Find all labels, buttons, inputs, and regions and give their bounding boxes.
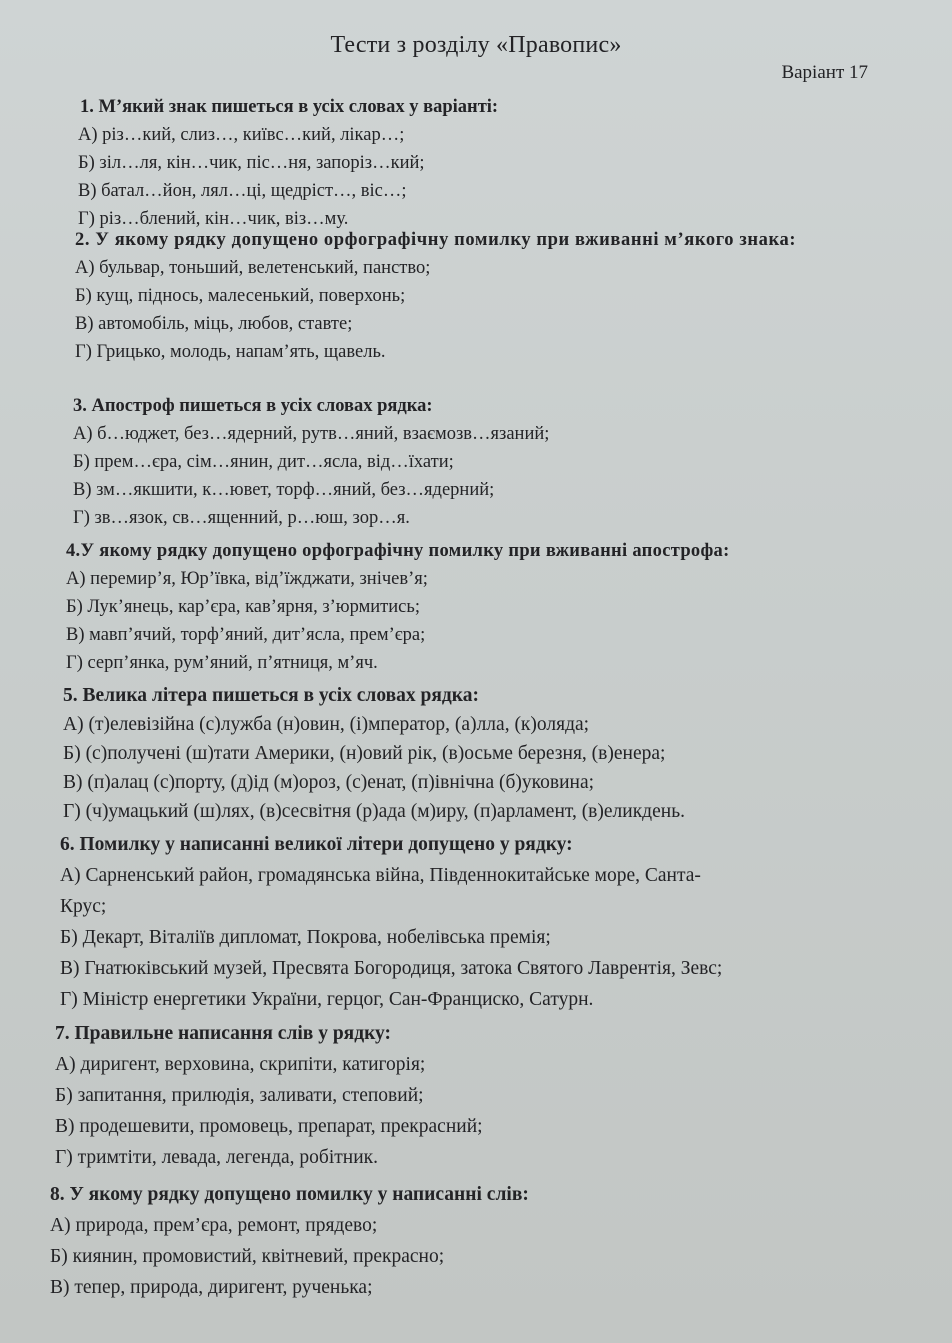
answer-d: Г) різ…блений, кін…чик, віз…му.	[78, 209, 349, 229]
answer-b: Б) киянин, промовистий, квітневий, прекрасно;	[50, 1246, 445, 1267]
answer-c: В) продешевити, промовець, препарат, прекрасний;	[55, 1116, 483, 1137]
page-title: Тести з розділу «Правопис»	[330, 32, 622, 58]
variant-label: Варіант 17	[781, 62, 868, 83]
answer-a: А) природа, прем’єра, ремонт, прядево;	[50, 1215, 378, 1236]
answer-b: Б) кущ, піднось, малесенький, поверхонь;	[75, 286, 406, 306]
answer-a: А) б…юджет, без…ядерний, рутв…яний, взаємозв…язаний;	[73, 424, 550, 444]
question-heading: 5. Велика літера пишеться в усіх словах рядка:	[63, 685, 479, 706]
answer-a: А) бульвар, тоньший, велетенський, панство;	[75, 258, 431, 278]
question-8	[50, 1179, 529, 1303]
answer-d: Г) зв…язок, св…ященний, р…юш, зор…я.	[73, 508, 410, 528]
question-heading: 2. У якому рядку допущено орфографічну помилку при вживанні м’якого знака:	[75, 230, 797, 250]
answer-c: В) (п)алац (с)порту, (д)ід (м)ороз, (с)енат, (п)івнічна (б)уковина;	[63, 772, 595, 793]
question-1	[78, 93, 498, 233]
answer-b: Б) Лук’янець, кар’єра, кав’ярня, з’юрмитись;	[66, 597, 420, 617]
answer-d: Г) серп’янка, рум’яний, п’ятниця, м’яч.	[66, 653, 378, 673]
answer-c: В) автомобіль, міць, любов, ставте;	[75, 314, 353, 334]
question-5	[63, 681, 685, 826]
answer-c: В) батал…йон, лял…ці, щедріст…, віс…;	[78, 181, 407, 201]
question-heading: 3. Апостроф пишеться в усіх словах рядка:	[73, 396, 433, 416]
answer-d: Г) Міністр енергетики України, герцог, Сан-Франциско, Сатурн.	[60, 989, 594, 1010]
question-heading: 6. Помилку у написанні великої літери допущено у рядку:	[60, 834, 573, 855]
answer-b: Б) (с)получені (ш)тати Америки, (н)овий рік, (в)осьме березня, (в)енера;	[63, 743, 666, 764]
answer-b: Б) запитання, прилюдія, заливати, степовий;	[55, 1085, 424, 1106]
answer-c: В) мавп’ячий, торф’яний, дит’ясла, прем’єра;	[66, 625, 426, 645]
answer-a: А) перемир’я, Юр’ївка, від’їжджати, знічев’я;	[66, 569, 428, 589]
question-2	[75, 226, 885, 366]
answer-d: Г) (ч)умацький (ш)лях, (в)сесвітня (р)ада (м)иру, (п)арламент, (в)еликдень.	[63, 801, 685, 822]
question-heading: 4.У якому рядку допущено орфографічну помилку при вживанні апострофа:	[66, 541, 730, 561]
question-3	[73, 392, 549, 532]
question-heading: 7. Правильне написання слів у рядку:	[55, 1023, 392, 1044]
answer-a: А) (т)елевізійна (с)лужба (н)овин, (і)мператор, (а)лла, (к)оляда;	[63, 714, 590, 735]
answer-c: В) зм…якшити, к…ювет, торф…яний, без…ядерний;	[73, 480, 495, 500]
answer-a: А) диригент, верховина, скрипіти, катигорія;	[55, 1054, 426, 1075]
answer-c: В) Гнатюківський музей, Пресвята Богородиця, затока Святого Лаврентія, Зевс;	[60, 958, 723, 979]
answer-d: Г) тримтіти, левада, легенда, робітник.	[55, 1147, 379, 1168]
question-heading: 8. У якому рядку допущено помилку у написанні слів:	[50, 1184, 529, 1205]
question-heading: 1. М’який знак пишеться в усіх словах у варіанті:	[80, 97, 499, 117]
answer-b: Б) Декарт, Віталіїв дипломат, Покрова, нобелівська премія;	[60, 927, 551, 948]
question-4	[66, 537, 730, 677]
answer-a: А) Сарненський район, громадянська війна, Південнокитайське море, Санта-	[60, 865, 701, 886]
answer-a: А) різ…кий, слиз…, київс…кий, лікар…;	[78, 125, 405, 145]
answer-a-continued: Крус;	[60, 896, 107, 917]
answer-b: Б) прем…єра, сім…янин, дит…ясла, від…їхати;	[73, 452, 454, 472]
answer-c: В) тепер, природа, диригент, рученька;	[50, 1277, 373, 1298]
answer-d: Г) Грицько, молодь, напам’ять, щавель.	[75, 342, 386, 362]
question-6	[60, 829, 722, 1015]
answer-b: Б) зіл…ля, кін…чик, піс…ня, запоріз…кий;	[78, 153, 425, 173]
question-7	[55, 1018, 483, 1173]
